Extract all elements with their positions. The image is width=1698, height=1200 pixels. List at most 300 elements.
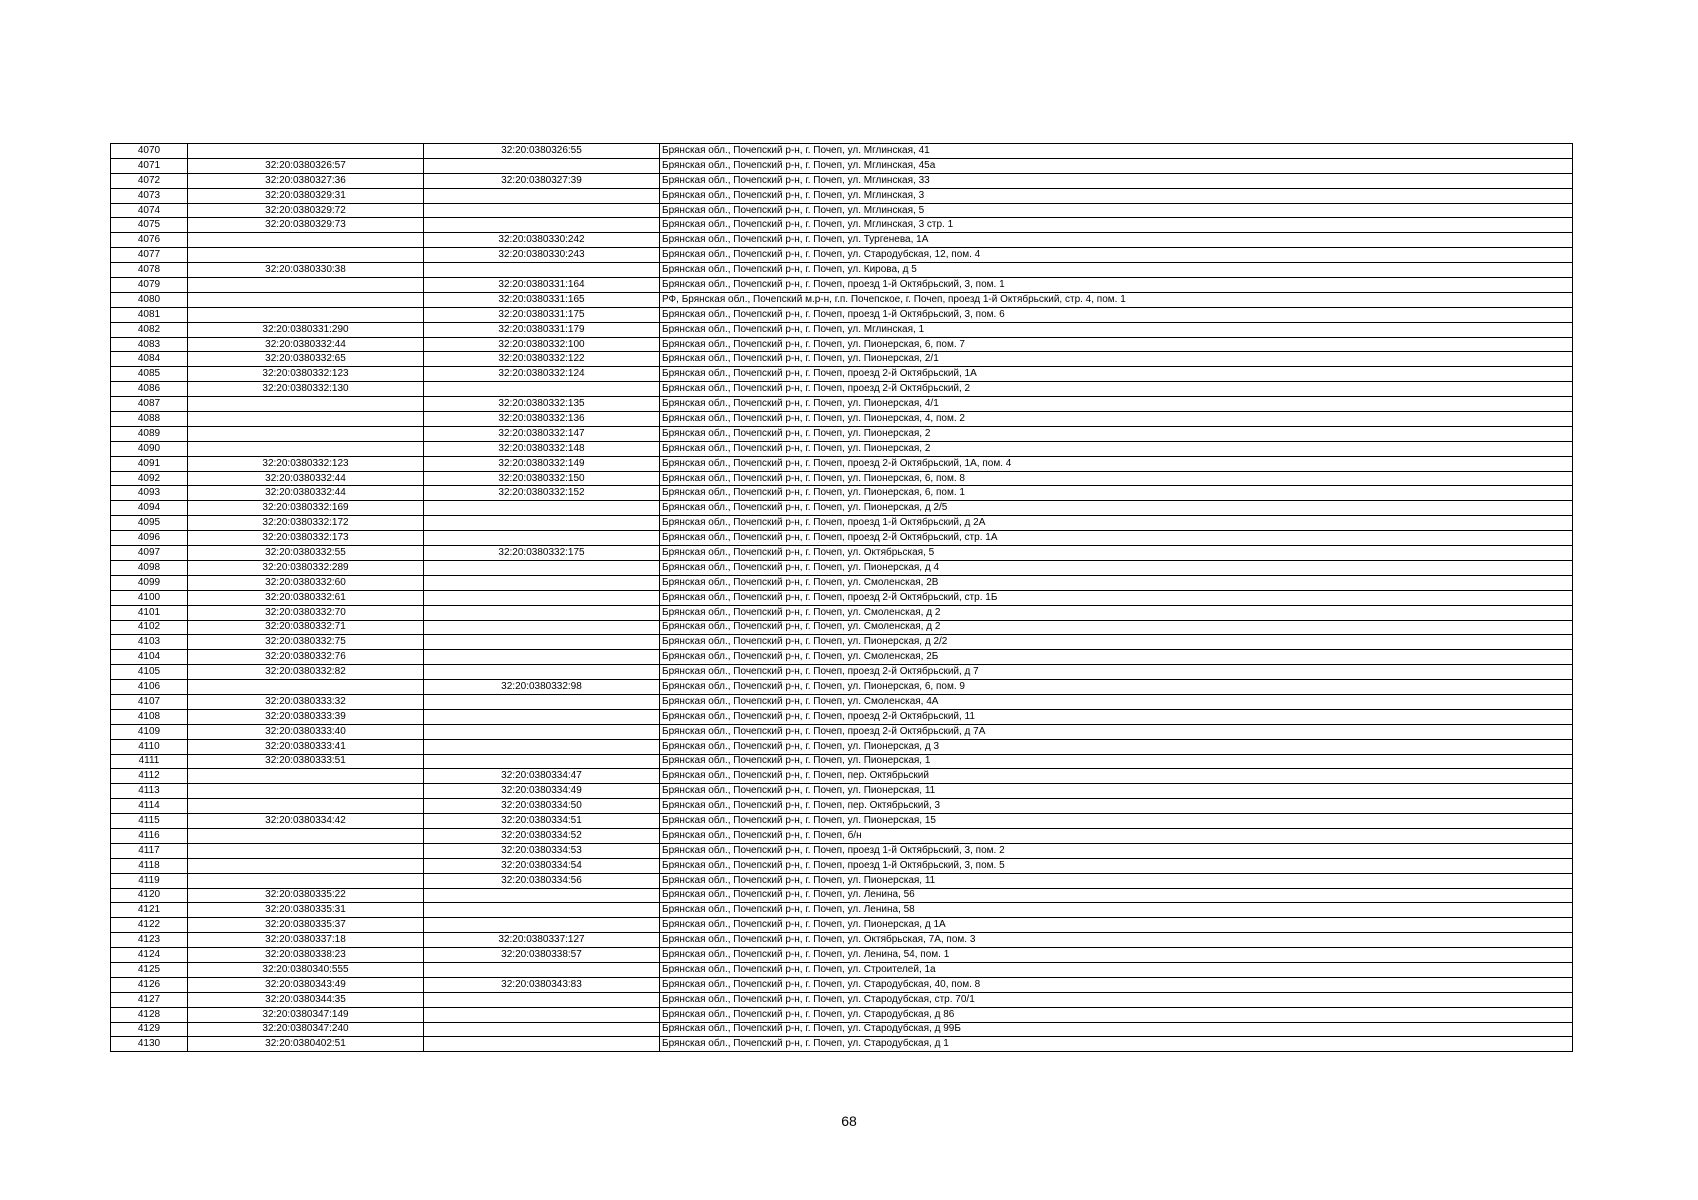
cadastral-number-cell xyxy=(188,784,424,799)
row-number-cell: 4126 xyxy=(111,977,188,992)
cadastral-number-cell: 32:20:0380343:49 xyxy=(188,977,424,992)
address-cell: Брянская обл., Почепский р-н, г. Почеп, проезд 2-й Октябрьский, д 7А xyxy=(660,724,1573,739)
row-number-cell: 4119 xyxy=(111,873,188,888)
building-cadastral-number-cell: 32:20:0380334:49 xyxy=(424,784,660,799)
address-cell: Брянская обл., Почепский р-н, г. Почеп, проезд 2-й Октябрьский, 1А, пом. 4 xyxy=(660,456,1573,471)
row-number-cell: 4114 xyxy=(111,799,188,814)
row-number-cell: 4092 xyxy=(111,471,188,486)
address-cell: Брянская обл., Почепский р-н, г. Почеп, ул. Мглинская, 5 xyxy=(660,203,1573,218)
building-cadastral-number-cell: 32:20:0380332:98 xyxy=(424,680,660,695)
building-cadastral-number-cell xyxy=(424,218,660,233)
cadastral-number-cell xyxy=(188,441,424,456)
address-cell: Брянская обл., Почепский р-н, г. Почеп, ул. Тургенева, 1А xyxy=(660,233,1573,248)
cadastral-number-cell: 32:20:0380332:169 xyxy=(188,501,424,516)
row-number-cell: 4077 xyxy=(111,248,188,263)
cadastral-number-cell xyxy=(188,397,424,412)
table-row xyxy=(111,560,1573,575)
address-cell: Брянская обл., Почепский р-н, г. Почеп, ул. Смоленская, 4А xyxy=(660,694,1573,709)
building-cadastral-number-cell xyxy=(424,635,660,650)
building-cadastral-number-cell xyxy=(424,709,660,724)
row-number-cell: 4118 xyxy=(111,858,188,873)
row-number-cell: 4120 xyxy=(111,888,188,903)
address-cell: Брянская обл., Почепский р-н, г. Почеп, проезд 2-й Октябрьский, 1А xyxy=(660,367,1573,382)
row-number-cell: 4071 xyxy=(111,158,188,173)
address-cell: Брянская обл., Почепский р-н, г. Почеп, проезд 1-й Октябрьский, 3, пом. 1 xyxy=(660,278,1573,293)
building-cadastral-number-cell xyxy=(424,560,660,575)
row-number-cell: 4089 xyxy=(111,426,188,441)
row-number-cell: 4099 xyxy=(111,575,188,590)
cadastral-number-cell xyxy=(188,799,424,814)
table-row xyxy=(111,322,1573,337)
row-number-cell: 4075 xyxy=(111,218,188,233)
address-cell: Брянская обл., Почепский р-н, г. Почеп, ул. Стародубская, д 1 xyxy=(660,1037,1573,1052)
building-cadastral-number-cell xyxy=(424,620,660,635)
address-cell: Брянская обл., Почепский р-н, г. Почеп, ул. Мглинская, 3 xyxy=(660,188,1573,203)
row-number-cell: 4073 xyxy=(111,188,188,203)
address-cell: Брянская обл., Почепский р-н, г. Почеп, ул. Смоленская, 2Б xyxy=(660,650,1573,665)
row-number-cell: 4097 xyxy=(111,546,188,561)
cadastral-number-cell: 32:20:0380335:31 xyxy=(188,903,424,918)
address-cell: Брянская обл., Почепский р-н, г. Почеп, ул. Пионерская, 6, пом. 9 xyxy=(660,680,1573,695)
cadastral-number-cell: 32:20:0380340:555 xyxy=(188,962,424,977)
address-cell: Брянская обл., Почепский р-н, г. Почеп, ул. Пионерская, 2 xyxy=(660,441,1573,456)
cadastral-number-cell: 32:20:0380344:35 xyxy=(188,992,424,1007)
table-row xyxy=(111,933,1573,948)
address-cell: Брянская обл., Почепский р-н, г. Почеп, проезд 1-й Октябрьский, 3, пом. 6 xyxy=(660,307,1573,322)
row-number-cell: 4090 xyxy=(111,441,188,456)
building-cadastral-number-cell: 32:20:0380332:148 xyxy=(424,441,660,456)
table-row xyxy=(111,382,1573,397)
row-number-cell: 4122 xyxy=(111,918,188,933)
table-row xyxy=(111,501,1573,516)
address-cell: Брянская обл., Почепский р-н, г. Почеп, проезд 2-й Октябрьский, стр. 1Б xyxy=(660,590,1573,605)
cadastral-number-cell: 32:20:0380332:76 xyxy=(188,650,424,665)
registry-table xyxy=(110,143,1573,1052)
table-row xyxy=(111,546,1573,561)
row-number-cell: 4072 xyxy=(111,173,188,188)
table-row xyxy=(111,1037,1573,1052)
table-row xyxy=(111,739,1573,754)
row-number-cell: 4100 xyxy=(111,590,188,605)
building-cadastral-number-cell xyxy=(424,382,660,397)
building-cadastral-number-cell: 32:20:0380331:165 xyxy=(424,292,660,307)
address-cell: Брянская обл., Почепский р-н, г. Почеп, ул. Пионерская, д 2/5 xyxy=(660,501,1573,516)
building-cadastral-number-cell xyxy=(424,203,660,218)
table-row xyxy=(111,248,1573,263)
address-cell: Брянская обл., Почепский р-н, г. Почеп, ул. Строителей, 1а xyxy=(660,962,1573,977)
building-cadastral-number-cell: 32:20:0380338:57 xyxy=(424,948,660,963)
row-number-cell: 4110 xyxy=(111,739,188,754)
address-cell: Брянская обл., Почепский р-н, г. Почеп, проезд 1-й Октябрьский, д 2А xyxy=(660,516,1573,531)
table-row xyxy=(111,769,1573,784)
address-cell: Брянская обл., Почепский р-н, г. Почеп, ул. Пионерская, 6, пом. 7 xyxy=(660,337,1573,352)
address-cell: Брянская обл., Почепский р-н, г. Почеп, проезд 1-й Октябрьский, 3, пом. 2 xyxy=(660,843,1573,858)
table-row xyxy=(111,948,1573,963)
address-cell: Брянская обл., Почепский р-н, г. Почеп, ул. Стародубская, стр. 70/1 xyxy=(660,992,1573,1007)
building-cadastral-number-cell xyxy=(424,903,660,918)
address-cell: Брянская обл., Почепский р-н, г. Почеп, ул. Мглинская, 33 xyxy=(660,173,1573,188)
table-row xyxy=(111,724,1573,739)
address-cell: Брянская обл., Почепский р-н, г. Почеп, ул. Пионерская, д 4 xyxy=(660,560,1573,575)
cadastral-number-cell xyxy=(188,858,424,873)
cadastral-number-cell xyxy=(188,426,424,441)
cadastral-number-cell: 32:20:0380334:42 xyxy=(188,814,424,829)
row-number-cell: 4127 xyxy=(111,992,188,1007)
table-row xyxy=(111,471,1573,486)
address-cell: Брянская обл., Почепский р-н, г. Почеп, проезд 2-й Октябрьский, 2 xyxy=(660,382,1573,397)
row-number-cell: 4124 xyxy=(111,948,188,963)
row-number-cell: 4098 xyxy=(111,560,188,575)
building-cadastral-number-cell: 32:20:0380334:54 xyxy=(424,858,660,873)
building-cadastral-number-cell xyxy=(424,158,660,173)
address-cell: Брянская обл., Почепский р-н, г. Почеп, ул. Пионерская, 2/1 xyxy=(660,352,1573,367)
row-number-cell: 4096 xyxy=(111,531,188,546)
row-number-cell: 4116 xyxy=(111,828,188,843)
row-number-cell: 4084 xyxy=(111,352,188,367)
address-cell: Брянская обл., Почепский р-н, г. Почеп, ул. Ленина, 58 xyxy=(660,903,1573,918)
row-number-cell: 4079 xyxy=(111,278,188,293)
address-cell: Брянская обл., Почепский р-н, г. Почеп, ул. Пионерская, 6, пом. 8 xyxy=(660,471,1573,486)
address-cell: Брянская обл., Почепский р-н, г. Почеп, ул. Пионерская, д 3 xyxy=(660,739,1573,754)
cadastral-number-cell xyxy=(188,680,424,695)
table-row xyxy=(111,441,1573,456)
building-cadastral-number-cell xyxy=(424,590,660,605)
address-cell: Брянская обл., Почепский р-н, г. Почеп, ул. Мглинская, 1 xyxy=(660,322,1573,337)
address-cell: Брянская обл., Почепский р-н, г. Почеп, ул. Мглинская, 45а xyxy=(660,158,1573,173)
address-cell: Брянская обл., Почепский р-н, г. Почеп, ул. Пионерская, 11 xyxy=(660,784,1573,799)
row-number-cell: 4113 xyxy=(111,784,188,799)
cadastral-number-cell: 32:20:0380332:71 xyxy=(188,620,424,635)
row-number-cell: 4111 xyxy=(111,754,188,769)
table-row xyxy=(111,858,1573,873)
table-row xyxy=(111,680,1573,695)
row-number-cell: 4078 xyxy=(111,263,188,278)
building-cadastral-number-cell: 32:20:0380332:136 xyxy=(424,412,660,427)
building-cadastral-number-cell xyxy=(424,501,660,516)
cadastral-number-cell: 32:20:0380329:72 xyxy=(188,203,424,218)
table-row xyxy=(111,158,1573,173)
table-row xyxy=(111,531,1573,546)
table-row xyxy=(111,843,1573,858)
table-row xyxy=(111,233,1573,248)
building-cadastral-number-cell xyxy=(424,888,660,903)
cadastral-number-cell: 32:20:0380333:40 xyxy=(188,724,424,739)
address-cell: Брянская обл., Почепский р-н, г. Почеп, ул. Смоленская, д 2 xyxy=(660,605,1573,620)
cadastral-number-cell: 32:20:0380326:57 xyxy=(188,158,424,173)
building-cadastral-number-cell: 32:20:0380332:152 xyxy=(424,486,660,501)
building-cadastral-number-cell xyxy=(424,650,660,665)
address-cell: Брянская обл., Почепский р-н, г. Почеп, пер. Октябрьский, 3 xyxy=(660,799,1573,814)
row-number-cell: 4074 xyxy=(111,203,188,218)
building-cadastral-number-cell: 32:20:0380334:53 xyxy=(424,843,660,858)
cadastral-number-cell: 32:20:0380333:41 xyxy=(188,739,424,754)
row-number-cell: 4112 xyxy=(111,769,188,784)
address-cell: Брянская обл., Почепский р-н, г. Почеп, ул. Пионерская, 4, пом. 2 xyxy=(660,412,1573,427)
table-row xyxy=(111,709,1573,724)
cadastral-number-cell: 32:20:0380332:82 xyxy=(188,665,424,680)
cadastral-number-cell: 32:20:0380337:18 xyxy=(188,933,424,948)
address-cell: Брянская обл., Почепский р-н, г. Почеп, ул. Октябрьская, 7А, пом. 3 xyxy=(660,933,1573,948)
address-cell: Брянская обл., Почепский р-н, г. Почеп, ул. Пионерская, 15 xyxy=(660,814,1573,829)
building-cadastral-number-cell xyxy=(424,665,660,680)
building-cadastral-number-cell: 32:20:0380343:83 xyxy=(424,977,660,992)
row-number-cell: 4102 xyxy=(111,620,188,635)
table-row xyxy=(111,1007,1573,1022)
row-number-cell: 4107 xyxy=(111,694,188,709)
table-row xyxy=(111,903,1573,918)
table-row xyxy=(111,486,1573,501)
table-row xyxy=(111,590,1573,605)
table-row xyxy=(111,784,1573,799)
address-cell: Брянская обл., Почепский р-н, г. Почеп, ул. Смоленская, 2В xyxy=(660,575,1573,590)
registry-table-body xyxy=(111,144,1573,1052)
address-cell: Брянская обл., Почепский р-н, г. Почеп, ул. Мглинская, 41 xyxy=(660,144,1573,159)
cadastral-number-cell: 32:20:0380332:70 xyxy=(188,605,424,620)
cadastral-number-cell: 32:20:0380329:31 xyxy=(188,188,424,203)
cadastral-number-cell: 32:20:0380329:73 xyxy=(188,218,424,233)
building-cadastral-number-cell xyxy=(424,575,660,590)
cadastral-number-cell: 32:20:0380332:173 xyxy=(188,531,424,546)
row-number-cell: 4115 xyxy=(111,814,188,829)
cadastral-number-cell: 32:20:0380332:65 xyxy=(188,352,424,367)
cadastral-number-cell: 32:20:0380332:130 xyxy=(188,382,424,397)
building-cadastral-number-cell: 32:20:0380331:179 xyxy=(424,322,660,337)
row-number-cell: 4106 xyxy=(111,680,188,695)
cadastral-number-cell: 32:20:0380331:290 xyxy=(188,322,424,337)
table-row xyxy=(111,144,1573,159)
building-cadastral-number-cell xyxy=(424,754,660,769)
building-cadastral-number-cell: 32:20:0380326:55 xyxy=(424,144,660,159)
table-row xyxy=(111,173,1573,188)
table-row xyxy=(111,337,1573,352)
address-cell: Брянская обл., Почепский р-н, г. Почеп, ул. Пионерская, 11 xyxy=(660,873,1573,888)
address-cell: Брянская обл., Почепский р-н, г. Почеп, ул. Мглинская, 3 стр. 1 xyxy=(660,218,1573,233)
building-cadastral-number-cell xyxy=(424,724,660,739)
address-cell: Брянская обл., Почепский р-н, г. Почеп, б/н xyxy=(660,828,1573,843)
row-number-cell: 4087 xyxy=(111,397,188,412)
building-cadastral-number-cell: 32:20:0380332:150 xyxy=(424,471,660,486)
table-row xyxy=(111,799,1573,814)
building-cadastral-number-cell xyxy=(424,1007,660,1022)
table-row xyxy=(111,620,1573,635)
table-row xyxy=(111,694,1573,709)
table-row xyxy=(111,397,1573,412)
cadastral-number-cell: 32:20:0380330:38 xyxy=(188,263,424,278)
row-number-cell: 4104 xyxy=(111,650,188,665)
building-cadastral-number-cell: 32:20:0380332:100 xyxy=(424,337,660,352)
building-cadastral-number-cell: 32:20:0380332:149 xyxy=(424,456,660,471)
building-cadastral-number-cell xyxy=(424,918,660,933)
building-cadastral-number-cell: 32:20:0380332:175 xyxy=(424,546,660,561)
row-number-cell: 4088 xyxy=(111,412,188,427)
table-row xyxy=(111,814,1573,829)
building-cadastral-number-cell xyxy=(424,605,660,620)
page-number: 68 xyxy=(841,1113,857,1129)
building-cadastral-number-cell: 32:20:0380334:52 xyxy=(424,828,660,843)
building-cadastral-number-cell: 32:20:0380327:39 xyxy=(424,173,660,188)
cadastral-number-cell: 32:20:0380338:23 xyxy=(188,948,424,963)
address-cell: РФ, Брянская обл., Почепский м.р-н, г.п. Почепское, г. Почеп, проезд 1-й Октябрьский, стр. 4, пом. 1 xyxy=(660,292,1573,307)
cadastral-number-cell: 32:20:0380332:61 xyxy=(188,590,424,605)
table-row xyxy=(111,665,1573,680)
table-row xyxy=(111,828,1573,843)
building-cadastral-number-cell xyxy=(424,992,660,1007)
row-number-cell: 4076 xyxy=(111,233,188,248)
row-number-cell: 4094 xyxy=(111,501,188,516)
cadastral-number-cell: 32:20:0380335:37 xyxy=(188,918,424,933)
building-cadastral-number-cell xyxy=(424,188,660,203)
cadastral-number-cell: 32:20:0380332:44 xyxy=(188,337,424,352)
address-cell: Брянская обл., Почепский р-н, г. Почеп, ул. Пионерская, 2 xyxy=(660,426,1573,441)
cadastral-number-cell xyxy=(188,307,424,322)
building-cadastral-number-cell: 32:20:0380332:124 xyxy=(424,367,660,382)
cadastral-number-cell: 32:20:0380333:32 xyxy=(188,694,424,709)
row-number-cell: 4123 xyxy=(111,933,188,948)
row-number-cell: 4128 xyxy=(111,1007,188,1022)
building-cadastral-number-cell xyxy=(424,516,660,531)
address-cell: Брянская обл., Почепский р-н, г. Почеп, проезд 2-й Октябрьский, 11 xyxy=(660,709,1573,724)
cadastral-number-cell xyxy=(188,278,424,293)
address-cell: Брянская обл., Почепский р-н, г. Почеп, ул. Октябрьская, 5 xyxy=(660,546,1573,561)
table-row xyxy=(111,188,1573,203)
building-cadastral-number-cell: 32:20:0380330:243 xyxy=(424,248,660,263)
building-cadastral-number-cell: 32:20:0380334:56 xyxy=(424,873,660,888)
address-cell: Брянская обл., Почепский р-н, г. Почеп, проезд 2-й Октябрьский, д 7 xyxy=(660,665,1573,680)
cadastral-number-cell: 32:20:0380332:123 xyxy=(188,367,424,382)
table-row xyxy=(111,1022,1573,1037)
cadastral-number-cell: 32:20:0380332:75 xyxy=(188,635,424,650)
address-cell: Брянская обл., Почепский р-н, г. Почеп, ул. Стародубская, д 86 xyxy=(660,1007,1573,1022)
building-cadastral-number-cell xyxy=(424,1037,660,1052)
address-cell: Брянская обл., Почепский р-н, г. Почеп, ул. Стародубская, 40, пом. 8 xyxy=(660,977,1573,992)
cadastral-number-cell xyxy=(188,292,424,307)
table-row xyxy=(111,367,1573,382)
building-cadastral-number-cell xyxy=(424,263,660,278)
table-row xyxy=(111,516,1573,531)
building-cadastral-number-cell xyxy=(424,962,660,977)
row-number-cell: 4082 xyxy=(111,322,188,337)
cadastral-number-cell: 32:20:0380332:44 xyxy=(188,471,424,486)
row-number-cell: 4109 xyxy=(111,724,188,739)
address-cell: Брянская обл., Почепский р-н, г. Почеп, ул. Ленина, 54, пом. 1 xyxy=(660,948,1573,963)
row-number-cell: 4070 xyxy=(111,144,188,159)
table-row xyxy=(111,263,1573,278)
table-row xyxy=(111,918,1573,933)
cadastral-number-cell: 32:20:0380332:55 xyxy=(188,546,424,561)
cadastral-number-cell xyxy=(188,144,424,159)
table-row xyxy=(111,754,1573,769)
table-row xyxy=(111,278,1573,293)
table-row xyxy=(111,992,1573,1007)
building-cadastral-number-cell xyxy=(424,1022,660,1037)
cadastral-number-cell xyxy=(188,828,424,843)
cadastral-number-cell: 32:20:0380332:289 xyxy=(188,560,424,575)
cadastral-number-cell xyxy=(188,769,424,784)
table-row xyxy=(111,605,1573,620)
row-number-cell: 4080 xyxy=(111,292,188,307)
address-cell: Брянская обл., Почепский р-н, г. Почеп, ул. Ленина, 56 xyxy=(660,888,1573,903)
address-cell: Брянская обл., Почепский р-н, г. Почеп, ул. Кирова, д 5 xyxy=(660,263,1573,278)
address-cell: Брянская обл., Почепский р-н, г. Почеп, проезд 2-й Октябрьский, стр. 1А xyxy=(660,531,1573,546)
row-number-cell: 4117 xyxy=(111,843,188,858)
table-row xyxy=(111,575,1573,590)
cadastral-number-cell: 32:20:0380332:60 xyxy=(188,575,424,590)
address-cell: Брянская обл., Почепский р-н, г. Почеп, пер. Октябрьский xyxy=(660,769,1573,784)
table-row xyxy=(111,873,1573,888)
address-cell: Брянская обл., Почепский р-н, г. Почеп, проезд 1-й Октябрьский, 3, пом. 5 xyxy=(660,858,1573,873)
row-number-cell: 4095 xyxy=(111,516,188,531)
cadastral-number-cell xyxy=(188,873,424,888)
building-cadastral-number-cell: 32:20:0380330:242 xyxy=(424,233,660,248)
cadastral-number-cell: 32:20:0380327:36 xyxy=(188,173,424,188)
cadastral-number-cell: 32:20:0380332:172 xyxy=(188,516,424,531)
address-cell: Брянская обл., Почепский р-н, г. Почеп, ул. Стародубская, д 99Б xyxy=(660,1022,1573,1037)
table-row xyxy=(111,426,1573,441)
address-cell: Брянская обл., Почепский р-н, г. Почеп, ул. Стародубская, 12, пом. 4 xyxy=(660,248,1573,263)
row-number-cell: 4105 xyxy=(111,665,188,680)
row-number-cell: 4093 xyxy=(111,486,188,501)
building-cadastral-number-cell: 32:20:0380332:122 xyxy=(424,352,660,367)
row-number-cell: 4121 xyxy=(111,903,188,918)
table-row xyxy=(111,292,1573,307)
row-number-cell: 4125 xyxy=(111,962,188,977)
row-number-cell: 4103 xyxy=(111,635,188,650)
address-cell: Брянская обл., Почепский р-н, г. Почеп, ул. Пионерская, д 1А xyxy=(660,918,1573,933)
table-row xyxy=(111,307,1573,322)
building-cadastral-number-cell: 32:20:0380331:175 xyxy=(424,307,660,322)
table-row xyxy=(111,412,1573,427)
table-row xyxy=(111,352,1573,367)
address-cell: Брянская обл., Почепский р-н, г. Почеп, ул. Пионерская, 1 xyxy=(660,754,1573,769)
row-number-cell: 4085 xyxy=(111,367,188,382)
building-cadastral-number-cell: 32:20:0380331:164 xyxy=(424,278,660,293)
row-number-cell: 4091 xyxy=(111,456,188,471)
building-cadastral-number-cell: 32:20:0380337:127 xyxy=(424,933,660,948)
address-cell: Брянская обл., Почепский р-н, г. Почеп, ул. Смоленская, д 2 xyxy=(660,620,1573,635)
cadastral-number-cell: 32:20:0380402:51 xyxy=(188,1037,424,1052)
table-row xyxy=(111,203,1573,218)
row-number-cell: 4083 xyxy=(111,337,188,352)
cadastral-number-cell: 32:20:0380333:39 xyxy=(188,709,424,724)
table-row xyxy=(111,635,1573,650)
building-cadastral-number-cell: 32:20:0380334:51 xyxy=(424,814,660,829)
address-cell: Брянская обл., Почепский р-н, г. Почеп, ул. Пионерская, 4/1 xyxy=(660,397,1573,412)
cadastral-number-cell xyxy=(188,412,424,427)
table-row xyxy=(111,962,1573,977)
cadastral-number-cell: 32:20:0380335:22 xyxy=(188,888,424,903)
cadastral-number-cell: 32:20:0380347:149 xyxy=(188,1007,424,1022)
row-number-cell: 4081 xyxy=(111,307,188,322)
building-cadastral-number-cell xyxy=(424,694,660,709)
building-cadastral-number-cell: 32:20:0380332:135 xyxy=(424,397,660,412)
building-cadastral-number-cell: 32:20:0380334:47 xyxy=(424,769,660,784)
row-number-cell: 4130 xyxy=(111,1037,188,1052)
cadastral-number-cell xyxy=(188,843,424,858)
table-row xyxy=(111,218,1573,233)
row-number-cell: 4129 xyxy=(111,1022,188,1037)
building-cadastral-number-cell: 32:20:0380332:147 xyxy=(424,426,660,441)
row-number-cell: 4086 xyxy=(111,382,188,397)
cadastral-number-cell: 32:20:0380332:123 xyxy=(188,456,424,471)
table-row xyxy=(111,888,1573,903)
cadastral-number-cell: 32:20:0380332:44 xyxy=(188,486,424,501)
building-cadastral-number-cell xyxy=(424,739,660,754)
address-cell: Брянская обл., Почепский р-н, г. Почеп, ул. Пионерская, д 2/2 xyxy=(660,635,1573,650)
cadastral-number-cell: 32:20:0380347:240 xyxy=(188,1022,424,1037)
cadastral-number-cell xyxy=(188,248,424,263)
row-number-cell: 4108 xyxy=(111,709,188,724)
table-row xyxy=(111,977,1573,992)
